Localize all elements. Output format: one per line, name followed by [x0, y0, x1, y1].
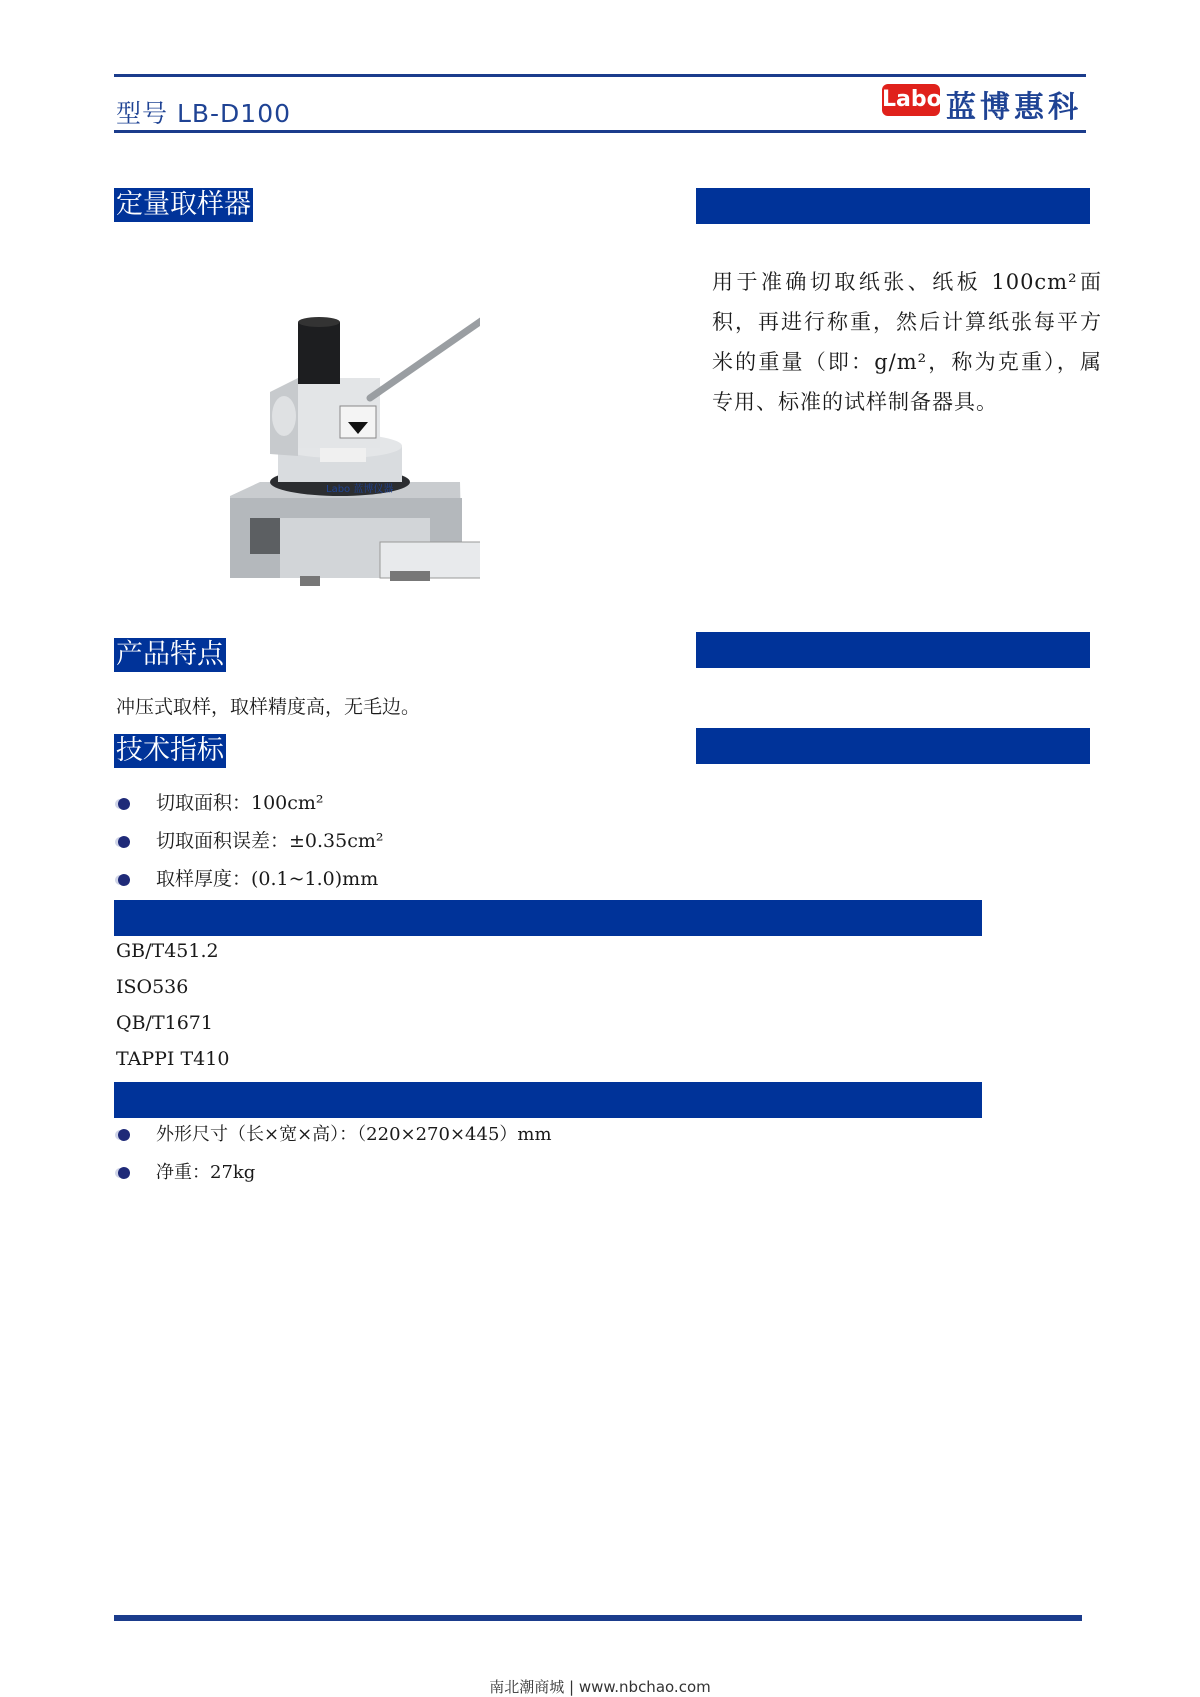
bullet-icon — [118, 836, 130, 848]
bullet-icon — [118, 1167, 130, 1179]
features-text: 冲压式取样，取样精度高，无毛边。 — [116, 696, 421, 718]
bullet-icon — [118, 1129, 130, 1141]
footer-rule — [114, 1615, 1082, 1621]
section-bar-features — [696, 632, 1090, 668]
standard-item: GB/T451.2 — [116, 940, 219, 962]
footer-text: 南北潮商城 | www.nbchao.com — [489, 1678, 711, 1696]
spec-item: 切取面积：100cm² — [118, 788, 324, 815]
brand-logo-badge: Labo — [882, 84, 940, 116]
section-bar-dimensions — [114, 1082, 982, 1118]
header-bottom-rule — [114, 130, 1086, 133]
standard-item: QB/T1671 — [116, 1012, 213, 1034]
model-number: 型号 LB-D100 — [116, 99, 292, 128]
dimension-item: 净重：27kg — [118, 1158, 255, 1184]
bullet-icon — [118, 798, 130, 810]
section-bar-product — [696, 188, 1090, 224]
spec-item: 取样厚度：(0.1~1.0)mm — [118, 864, 378, 891]
section-title-specs: 技术指标 — [116, 735, 224, 766]
device-label: Labo 蓝博仪器 — [326, 484, 394, 495]
bullet-icon — [118, 874, 130, 886]
section-bar-standards — [114, 900, 982, 936]
brand-logo-name: 蓝博惠科 — [946, 90, 1082, 125]
product-image — [220, 286, 480, 616]
standard-item: TAPPI T410 — [116, 1048, 230, 1070]
product-description: 用于准确切取纸张、纸板 100cm²面积，再进行称重，然后计算纸张每平方米的重量（即：g/m²，称为克重），属专用、标准的试样制备器具。 — [712, 270, 1102, 414]
section-title-product: 定量取样器 — [116, 189, 251, 220]
standard-item: ISO536 — [116, 976, 189, 998]
dimension-item: 外形尺寸（长×宽×高）：（220×270×445）mm — [118, 1120, 552, 1146]
section-bar-specs — [696, 728, 1090, 764]
spec-item: 切取面积误差：±0.35cm² — [118, 826, 384, 853]
section-title-features: 产品特点 — [116, 639, 224, 670]
header-top-rule — [114, 74, 1086, 77]
